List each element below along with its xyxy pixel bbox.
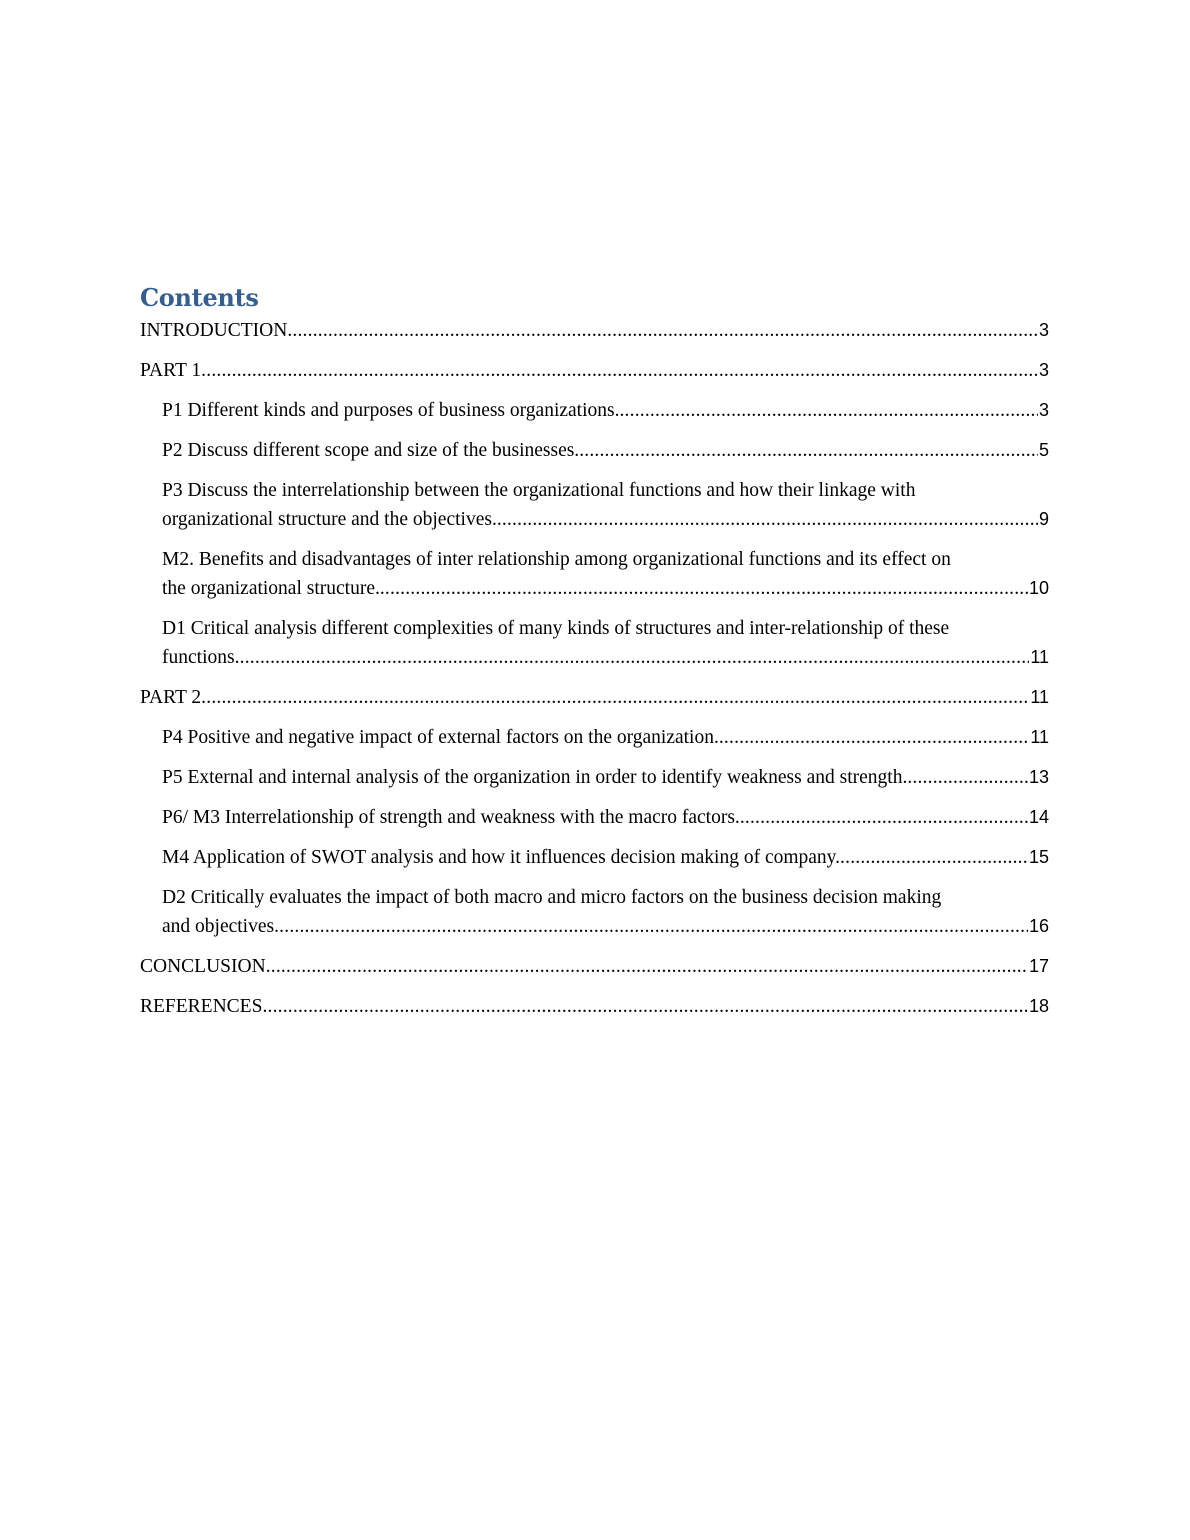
toc-entry-text: P2 Discuss different scope and size of the businesses.: [162, 440, 580, 461]
toc-entry-m2[interactable]: [140, 545, 1049, 603]
toc-entry-references[interactable]: [140, 992, 1049, 1021]
toc-entry-d2[interactable]: [140, 883, 1049, 941]
dot-leader: [497, 505, 1038, 534]
toc-entry-text: P6/ M3 Interrelationship of strength and weakness with the macro factors.: [162, 807, 740, 828]
toc-entry-introduction[interactable]: [140, 316, 1049, 345]
toc-page-number: 3: [1038, 320, 1049, 340]
toc-entry-text: M4 Application of SWOT analysis and how it influences decision making of company.: [162, 847, 841, 868]
toc-page-number: 14: [1028, 807, 1049, 827]
toc-entry-part-2[interactable]: [140, 683, 1049, 712]
toc-entry-p6-m3[interactable]: [140, 803, 1049, 832]
toc-page-number: 3: [1038, 400, 1049, 420]
toc-page-number: 17: [1028, 956, 1049, 976]
toc-entry-text: P5 External and internal analysis of the organization in order to identify weakness and strength.: [162, 767, 908, 788]
toc-page-number: 16: [1028, 916, 1049, 936]
toc-entry-text: CONCLUSION: [140, 956, 266, 977]
dot-leader: [907, 763, 1028, 792]
dot-leader: [840, 843, 1028, 872]
dot-leader: [740, 803, 1028, 832]
toc-entry-p3[interactable]: [140, 476, 1049, 534]
toc-page-number: 3: [1038, 360, 1049, 380]
toc-entry-text-continued: and objectives: [162, 916, 275, 937]
dot-leader: [201, 683, 1029, 712]
table-of-contents: [140, 283, 1049, 1032]
toc-page-number: 18: [1028, 996, 1049, 1016]
dot-leader: [262, 992, 1028, 1021]
toc-entry-text-continued: the organizational structure.: [162, 578, 380, 599]
toc-entry-text: D1 Critical analysis different complexities of many kinds of structures and inter-relationship of these: [162, 618, 950, 639]
toc-entry-text: PART 1: [140, 360, 202, 381]
toc-entry-text: P3 Discuss the interrelationship between the organizational functions and how their linkage with: [162, 480, 916, 501]
dot-leader: [719, 723, 1029, 752]
toc-page-number: 5: [1038, 440, 1049, 460]
toc-entry-conclusion[interactable]: [140, 952, 1049, 981]
toc-entry-p1[interactable]: [140, 396, 1049, 425]
dot-leader: [287, 316, 1038, 345]
toc-page-number: 11: [1030, 647, 1049, 667]
dot-leader: [266, 952, 1028, 981]
toc-entry-text: P4 Positive and negative impact of external factors on the organization.: [162, 727, 719, 748]
toc-entry-text: REFERENCES: [140, 996, 263, 1017]
toc-page-number: 10: [1028, 578, 1049, 598]
toc-entry-text: M2. Benefits and disadvantages of inter relationship among organizational functions and its effect on: [162, 549, 951, 570]
toc-heading: Contents: [140, 283, 259, 312]
toc-page-number: 11: [1030, 727, 1049, 747]
toc-entry-text: PART 2: [140, 687, 202, 708]
toc-entry-text: INTRODUCTION: [140, 320, 288, 341]
toc-entry-p5[interactable]: [140, 763, 1049, 792]
toc-entry-p2[interactable]: [140, 436, 1049, 465]
dot-leader: [235, 643, 1030, 672]
toc-page-number: 13: [1028, 767, 1049, 787]
toc-page-number: 11: [1030, 687, 1049, 707]
toc-page-number: 9: [1038, 509, 1049, 529]
toc-entry-d1[interactable]: [140, 614, 1049, 672]
dot-leader: [274, 912, 1028, 941]
toc-page-number: 15: [1028, 847, 1049, 867]
toc-entry-part-1[interactable]: [140, 356, 1049, 385]
dot-leader: [619, 396, 1038, 425]
toc-entry-text: D2 Critically evaluates the impact of both macro and micro factors on the business decision making: [162, 887, 942, 908]
toc-entry-text-continued: organizational structure and the objectives.: [162, 509, 497, 530]
toc-entry-m4[interactable]: [140, 843, 1049, 872]
toc-entry-text-continued: functions: [162, 647, 235, 668]
toc-entry-p4[interactable]: [140, 723, 1049, 752]
dot-leader: [380, 574, 1028, 603]
dot-leader: [201, 356, 1038, 385]
dot-leader: [579, 436, 1038, 465]
toc-entry-text: P1 Different kinds and purposes of business organizations.: [162, 400, 620, 421]
